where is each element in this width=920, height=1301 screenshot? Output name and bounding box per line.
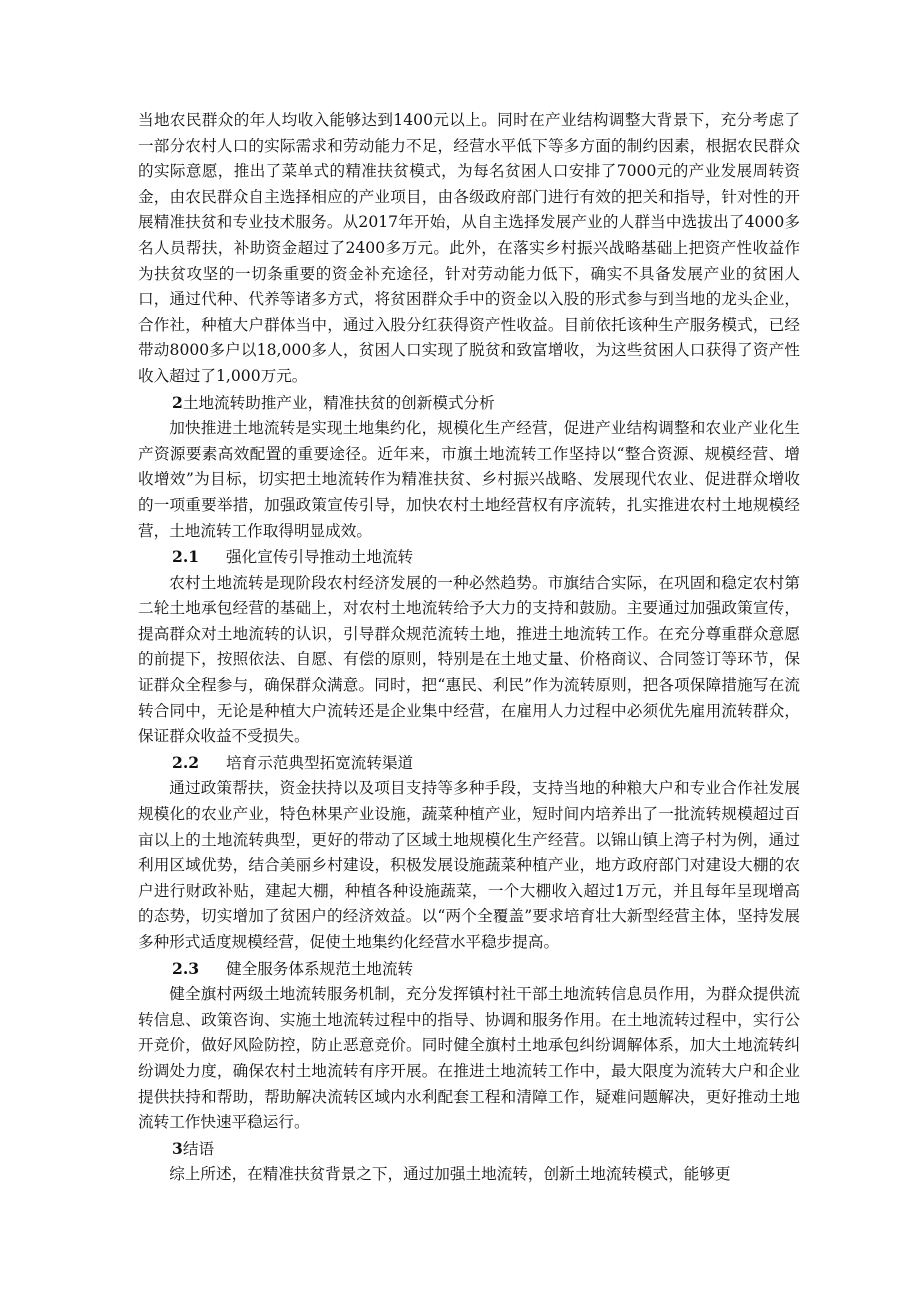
section-heading-2-2: [138, 750, 800, 777]
section-title: 健全服务体系规范土地流转: [226, 959, 414, 978]
section-title: 强化宣传引导推动土地流转: [226, 548, 414, 567]
section-number: 3: [172, 1138, 183, 1158]
paragraph-land-transfer-intro: 加快推进土地流转是实现土地集约化，规模化生产经营，促进产业结构调整和农业产业化生产资源要素高效配置的重要途径。近年来，市旗土地流转工作坚持以“整合资源、规模经营、增收增效”为目标，切实把土地流转作为精准扶贫、乡村振兴战略、发展现代农业、促进群众增收的一项重要举措，加强政策宣传引导，加快农村土地经营权有序流转，扎实推进农村土地规模经营，土地流转工作取得明显成效。: [138, 419, 800, 540]
document-page: [138, 108, 800, 1188]
section-heading-2-1: [138, 544, 800, 571]
paragraph-income-continuation: 当地农民群众的年人均收入能够达到1400元以上。同时在产业结构调整大背景下，充分考虑了一部分农村人口的实际需求和劳动能力不足，经营水平低下等多方面的制约因素，根据农民群众的实际意愿，推出了菜单式的精准扶贫模式，为每名贫困人口安排了7000元的产业发展周转资金，由农民群众自主选择相应的产业项目，由各级政府部门进行有效的把关和指导，针对性的开展精准扶贫和专业技术服务。从2017年开始，从自主选择发展产业的人群当中选拔出了4000多名人员帮扶，补助资金超过了2400多万元。此外，在落实乡村振兴战略基础上把资产性收益作为扶贫攻坚的一切条重要的资金补充途径，针对劳动能力低下，确实不具备发展产业的贫困人口，通过代种、代养等诸多方式，将贫困群众手中的资金以入股的形式参与到当地的龙头企业，合作社，种植大户群体当中，通过入股分红获得资产性收益。目前依托该种生产服务模式，已经带动8000多户以18,000多人，贫困人口实现了脱贫和致富增收，为这些贫困人口获得了资产性收入超过了1,000万元。: [138, 111, 800, 385]
section-heading-2-3: [138, 956, 800, 983]
section-title: 结语: [182, 1139, 215, 1158]
paragraph-demonstration: 通过政策帮扶，资金扶持以及项目支持等多种手段，支持当地的种粮大户和专业合作社发展规模化的农业产业，特色林果产业设施，蔬菜种植产业，短时间内培养出了一批流转规模超过百亩以上的土地流转典型，更好的带动了区域土地规模化生产经营。以锦山镇上湾子村为例，通过利用区域优势，结合美丽乡村建设，积极发展设施蔬菜种植产业，地方政府部门对建设大棚的农户进行财政补贴，建起大棚，种植各种设施蔬菜，一个大棚收入超过1万元，并且每年呈现增高的态势，切实增加了贫困户的经济效益。以“两个全覆盖”要求培育壮大新型经营主体，坚持发展多种形式适度规模经营，促使土地集约化经营水平稳步提高。: [138, 779, 800, 951]
section-heading-2: [138, 390, 800, 417]
section-heading-3: [138, 1136, 800, 1163]
section-title: 培育示范典型拓宽流转渠道: [226, 753, 414, 772]
section-number: 2.2: [172, 752, 200, 772]
section-number: 2: [172, 392, 183, 412]
section-number: 2.3: [172, 958, 200, 978]
section-number: 2.1: [172, 547, 200, 567]
paragraph-conclusion: 综上所述，在精准扶贫背景之下，通过加强土地流转，创新土地流转模式，能够更: [169, 1165, 731, 1184]
paragraph-service-system: 健全旗村两级土地流转服务机制，充分发挥镇村社干部土地流转信息员作用，为群众提供流转信息、政策咨询、实施土地流转过程中的指导、协调和服务作用。在土地流转过程中，实行公开竞价，做好风险防控，防止恶意竞价。同时健全旗村土地承包纠纷调解体系，加大土地流转纠纷调处力度，确保农村土地流转有序开展。在推进土地流转工作中，最大限度为流转大户和企业提供扶持和帮助，帮助解决流转区域内水利配套工程和清障工作，疑难问题解决，更好推动土地流转工作快速平稳运行。: [138, 985, 800, 1132]
paragraph-publicity: 农村土地流转是现阶段农村经济发展的一种必然趋势。市旗结合实际，在巩固和稳定农村第二轮土地承包经营的基础上，对农村土地流转给予大力的支持和鼓励。主要通过加强政策宣传，提高群众对土地流转的认识，引导群众规范流转土地，推进土地流转工作。在充分尊重群众意愿的前提下，按照依法、自愿、有偿的原则，特别是在土地丈量、价格商议、合同签订等环节，保证群众全程参与，确保群众满意。同时，把“惠民、利民”作为流转原则，把各项保障措施写在流转合同中，无论是种植大户流转还是企业集中经营，在雇用人力过程中必须优先雇用流转群众，保证群众收益不受损失。: [138, 573, 800, 746]
section-title: 土地流转助推产业，精准扶贫的创新模式分析: [182, 393, 495, 412]
